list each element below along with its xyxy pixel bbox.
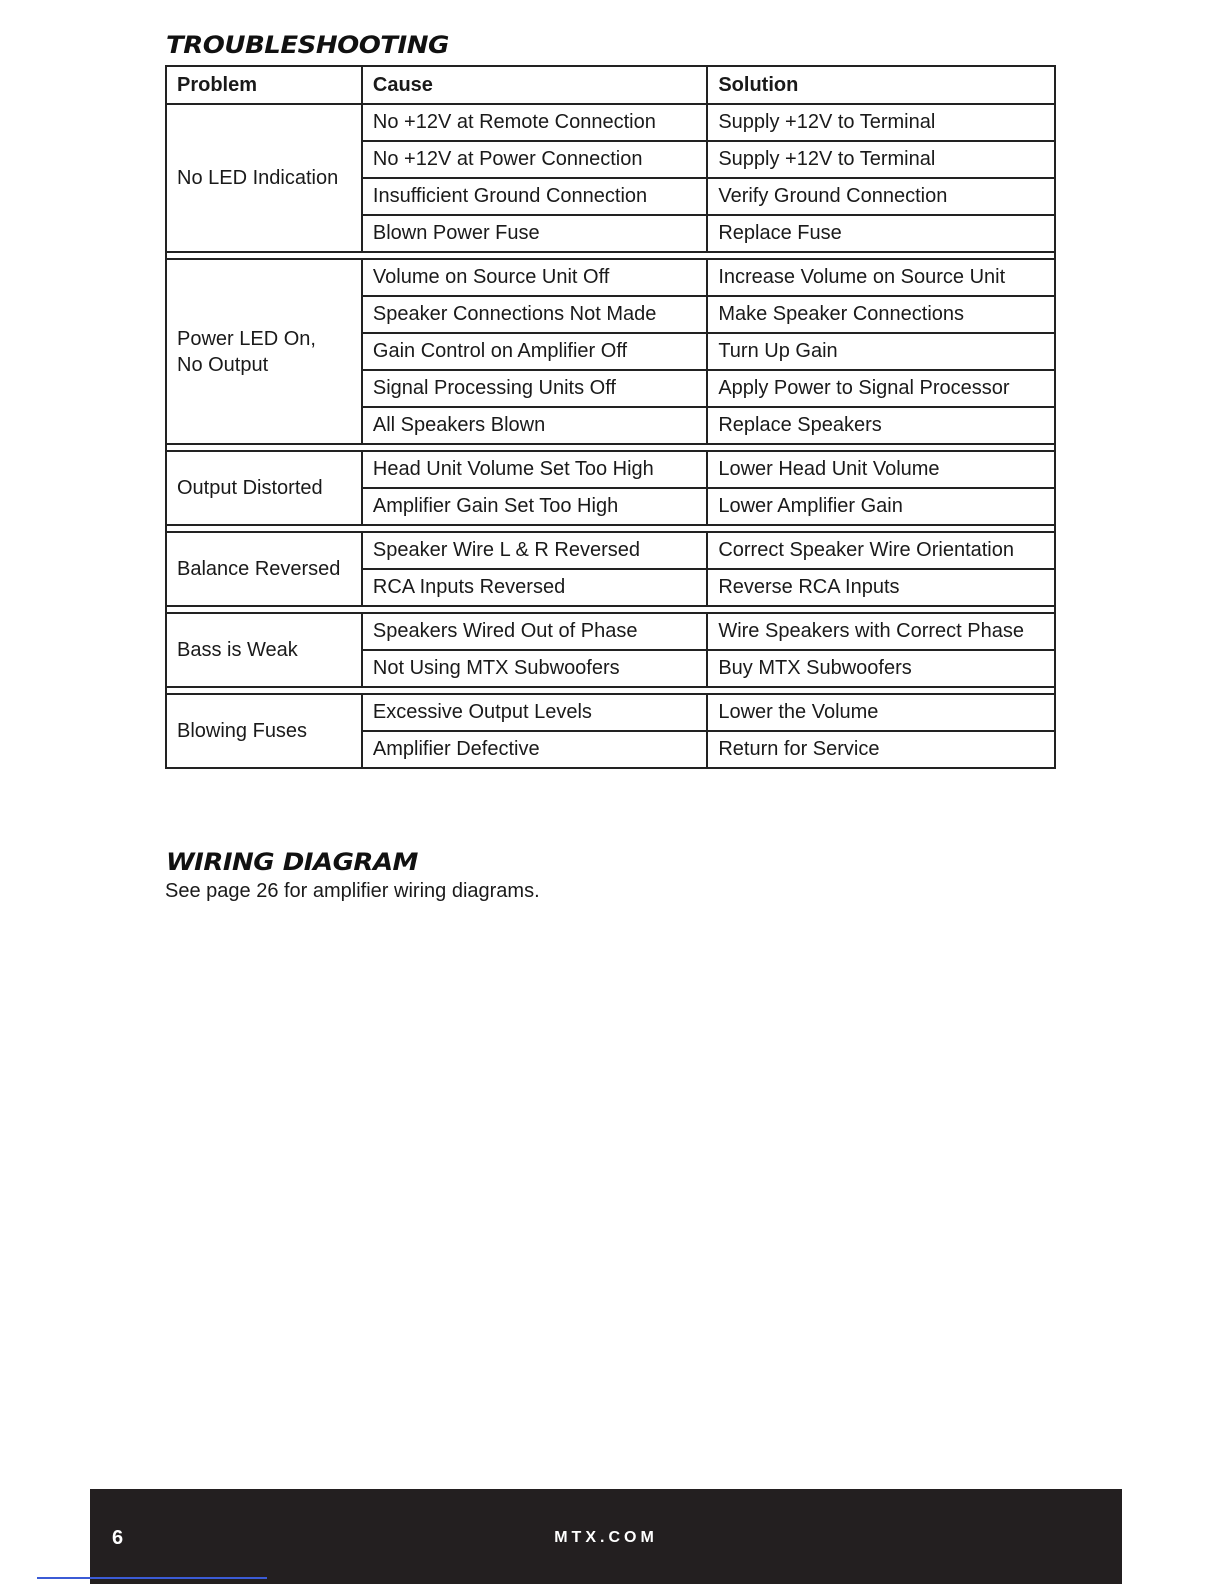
cause-cell: Volume on Source Unit Off (362, 259, 707, 296)
cause-cell: Blown Power Fuse (362, 215, 707, 252)
wiring-diagram-text: See page 26 for amplifier wiring diagrams. (165, 880, 540, 902)
site-url: MTX.COM (554, 1529, 658, 1546)
problem-cell (166, 451, 362, 525)
solution-cell: Buy MTX Subwoofers (707, 650, 1055, 687)
problem-cell (166, 613, 362, 687)
cause-cell: Amplifier Gain Set Too High (362, 488, 707, 525)
cause-cell: Amplifier Defective (362, 731, 707, 768)
solution-cell: Apply Power to Signal Processor (707, 370, 1055, 407)
cause-cell: Signal Processing Units Off (362, 370, 707, 407)
solution-cell: Return for Service (707, 731, 1055, 768)
cause-cell: Excessive Output Levels (362, 694, 707, 731)
group-separator (166, 252, 1055, 259)
group-separator-cell (166, 606, 1055, 613)
cause-cell: Speaker Wire L & R Reversed (362, 532, 707, 569)
group-separator-cell (166, 687, 1055, 694)
cause-cell: Not Using MTX Subwoofers (362, 650, 707, 687)
solution-cell: Verify Ground Connection (707, 178, 1055, 215)
group-separator (166, 606, 1055, 613)
group-separator-cell (166, 252, 1055, 259)
solution-cell: Reverse RCA Inputs (707, 569, 1055, 606)
solution-cell: Replace Speakers (707, 407, 1055, 444)
table-row (166, 532, 1055, 569)
table-row (166, 259, 1055, 296)
cause-cell: All Speakers Blown (362, 407, 707, 444)
table-row (166, 451, 1055, 488)
table-row (166, 694, 1055, 731)
column-header-cause: Cause (362, 66, 707, 104)
solution-cell: Supply +12V to Terminal (707, 104, 1055, 141)
solution-cell: Wire Speakers with Correct Phase (707, 613, 1055, 650)
problem-cell (166, 532, 362, 606)
problem-cell (166, 104, 362, 252)
cause-cell: Speakers Wired Out of Phase (362, 613, 707, 650)
footer-accent-rule (37, 1577, 267, 1579)
cause-cell: Gain Control on Amplifier Off (362, 333, 707, 370)
solution-cell: Increase Volume on Source Unit (707, 259, 1055, 296)
table-row (166, 613, 1055, 650)
wiring-diagram-title: WIRING DIAGRAM (166, 849, 418, 877)
problem-label: Bass is Weak (177, 639, 298, 661)
group-separator-cell (166, 525, 1055, 532)
cause-cell: No +12V at Power Connection (362, 141, 707, 178)
problem-cell (166, 259, 362, 444)
page-footer (90, 1489, 1122, 1584)
solution-cell: Lower Amplifier Gain (707, 488, 1055, 525)
problem-cell (166, 694, 362, 768)
problem-label: No LED Indication (177, 167, 339, 189)
table-body (166, 104, 1055, 768)
cause-cell: Speaker Connections Not Made (362, 296, 707, 333)
cause-cell: RCA Inputs Reversed (362, 569, 707, 606)
solution-cell: Lower the Volume (707, 694, 1055, 731)
solution-cell: Lower Head Unit Volume (707, 451, 1055, 488)
troubleshooting-table (165, 65, 1056, 769)
cause-cell: Head Unit Volume Set Too High (362, 451, 707, 488)
column-header-problem: Problem (166, 66, 362, 104)
table-row (166, 104, 1055, 141)
cause-cell: Insufficient Ground Connection (362, 178, 707, 215)
table-header-row (166, 66, 1055, 104)
problem-label: Power LED On, No Output (177, 327, 316, 376)
group-separator (166, 525, 1055, 532)
problem-label: Balance Reversed (177, 558, 341, 580)
solution-cell: Correct Speaker Wire Orientation (707, 532, 1055, 569)
cause-cell: No +12V at Remote Connection (362, 104, 707, 141)
solution-cell: Replace Fuse (707, 215, 1055, 252)
troubleshooting-title: TROUBLESHOOTING (166, 32, 449, 60)
problem-label: Blowing Fuses (177, 720, 308, 742)
column-header-solution: Solution (707, 66, 1055, 104)
solution-cell: Supply +12V to Terminal (707, 141, 1055, 178)
group-separator (166, 444, 1055, 451)
problem-label: Output Distorted (177, 477, 323, 499)
solution-cell: Turn Up Gain (707, 333, 1055, 370)
group-separator-cell (166, 444, 1055, 451)
page-number: 6 (112, 1527, 124, 1549)
group-separator (166, 687, 1055, 694)
solution-cell: Make Speaker Connections (707, 296, 1055, 333)
